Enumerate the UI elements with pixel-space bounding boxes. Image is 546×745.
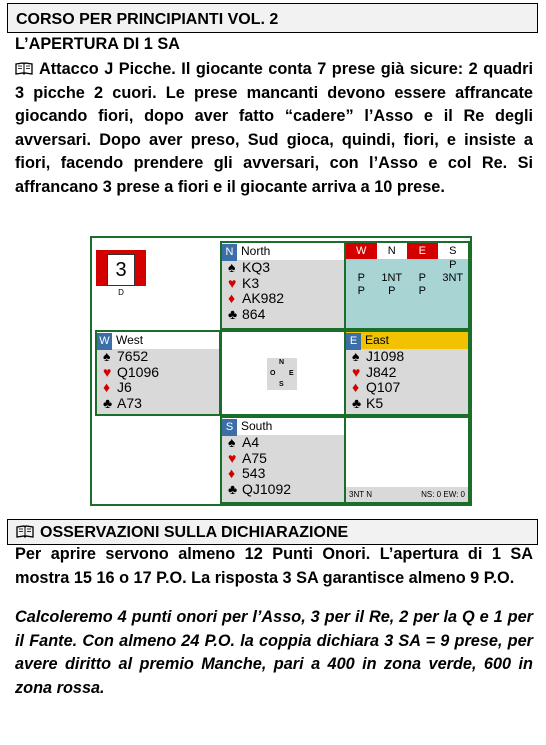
seat-tag: W bbox=[97, 333, 112, 350]
lesson-paragraph bbox=[15, 58, 533, 199]
suit-diamonds: ♦ J6 bbox=[103, 379, 132, 395]
board-number-box bbox=[96, 250, 146, 300]
heart-icon: ♥ bbox=[103, 363, 112, 380]
hand-south bbox=[220, 416, 346, 504]
diamond-icon: ♦ bbox=[352, 379, 360, 395]
spade-icon: ♠ bbox=[103, 348, 111, 364]
section-subtitle: L’APERTURA DI 1 SA bbox=[15, 35, 180, 53]
diamond-icon: ♦ bbox=[103, 379, 111, 395]
suit-clubs: ♣ K5 bbox=[352, 394, 384, 411]
seat-tag: S bbox=[222, 419, 237, 436]
page-header bbox=[7, 3, 538, 33]
section-title: OSSERVAZIONI SULLA DICHIARAZIONE bbox=[40, 524, 349, 541]
suit-spades: ♠ J1098 bbox=[352, 348, 405, 364]
bidding-header: W N E S bbox=[346, 243, 468, 259]
seat-label-east bbox=[346, 332, 468, 349]
hand-north bbox=[220, 241, 346, 330]
hand-west bbox=[95, 330, 221, 416]
bidding-row: P 1NT P 3NT bbox=[357, 272, 464, 284]
seat-name: West bbox=[116, 333, 144, 347]
book-icon bbox=[16, 525, 34, 538]
seat-name: North bbox=[241, 244, 271, 258]
diamond-icon: ♦ bbox=[228, 290, 236, 306]
suit-diamonds: ♦ AK982 bbox=[228, 290, 285, 306]
spade-icon: ♠ bbox=[228, 259, 236, 275]
heart-icon: ♥ bbox=[228, 449, 237, 466]
spade-icon: ♠ bbox=[228, 434, 236, 450]
seat-name: East bbox=[365, 333, 390, 347]
suit-spades: ♠ A4 bbox=[228, 434, 260, 450]
suit-clubs: ♣ 864 bbox=[228, 305, 266, 322]
seat-tag: N bbox=[222, 244, 237, 261]
result-box bbox=[344, 416, 470, 504]
table-center bbox=[220, 330, 346, 416]
suit-spades: ♠ KQ3 bbox=[228, 259, 271, 275]
observation-italic-paragraph: Calcoleremo 4 punti onori per l’Asso, 3 per il Re, 2 per la Q e 1 per il Fante. Con almeno 24 P.O. la coppia dichiara 3 SA = 9 prese, per avere diritto al premio Manche, pari a 400 in zona verde, 600 in zona rossa. bbox=[15, 608, 533, 697]
seat-label-west bbox=[97, 332, 219, 349]
score-label: NS: 0 EW: 0 bbox=[421, 490, 465, 499]
section-header bbox=[7, 519, 538, 545]
page-title: CORSO PER PRINCIPIANTI VOL. 2 bbox=[16, 11, 279, 28]
suit-hearts: ♥ Q1096 bbox=[103, 363, 160, 380]
suit-hearts: ♥ A75 bbox=[228, 449, 267, 466]
compass: N O E S bbox=[266, 357, 298, 391]
bidding-box bbox=[344, 241, 470, 330]
hand-east bbox=[344, 330, 470, 416]
club-icon: ♣ bbox=[228, 480, 238, 497]
bridge-diagram bbox=[90, 236, 472, 506]
club-icon: ♣ bbox=[103, 394, 113, 411]
spade-icon: ♠ bbox=[352, 348, 360, 364]
book-icon bbox=[15, 62, 33, 75]
diamond-icon: ♦ bbox=[228, 465, 236, 481]
heart-icon: ♥ bbox=[228, 274, 237, 291]
seat-name: South bbox=[241, 419, 273, 433]
suit-hearts: ♥ J842 bbox=[352, 363, 397, 380]
suit-hearts: ♥ K3 bbox=[228, 274, 260, 291]
board-number: 3 bbox=[107, 254, 135, 286]
bidding-row: P P P bbox=[357, 285, 426, 297]
suit-diamonds: ♦ 543 bbox=[228, 465, 266, 481]
suit-spades: ♠ 7652 bbox=[103, 348, 149, 364]
bidding-row: P bbox=[449, 259, 457, 271]
club-icon: ♣ bbox=[352, 394, 362, 411]
heart-icon: ♥ bbox=[352, 363, 361, 380]
observation-paragraph: Per aprire servono almeno 12 Punti Onori. L’apertura di 1 SA mostra 15 16 o 17 P.O. La risposta 3 SA garantisce almeno 9 P.O. bbox=[15, 545, 533, 587]
seat-label-south bbox=[222, 418, 344, 435]
suit-clubs: ♣ A73 bbox=[103, 394, 142, 411]
paragraph-text: Attacco J Picche. Il giocante conta 7 prese già sicure: 2 quadri 3 picche 2 cuori. Le prese mancanti devono essere affrancate giocando fiori, dopo aver fatto “cadere” l’Asso e il Re degli avversari. Dopo aver preso, Sud gioca, quindi, fiori, e insiste a fiori, facendo prendere gli avversari, con l’Asso e col Re. Si affrancano 3 prese a fiori e il giocante arriva a 10 prese. bbox=[15, 60, 533, 196]
seat-label-north bbox=[222, 243, 344, 260]
suit-clubs: ♣ QJ1092 bbox=[228, 480, 292, 497]
result-bar bbox=[346, 487, 468, 502]
seat-tag: E bbox=[346, 333, 361, 350]
dealer-label: D bbox=[96, 286, 146, 300]
club-icon: ♣ bbox=[228, 305, 238, 322]
suit-diamonds: ♦ Q107 bbox=[352, 379, 401, 395]
contract-label: 3NT N bbox=[349, 490, 372, 499]
